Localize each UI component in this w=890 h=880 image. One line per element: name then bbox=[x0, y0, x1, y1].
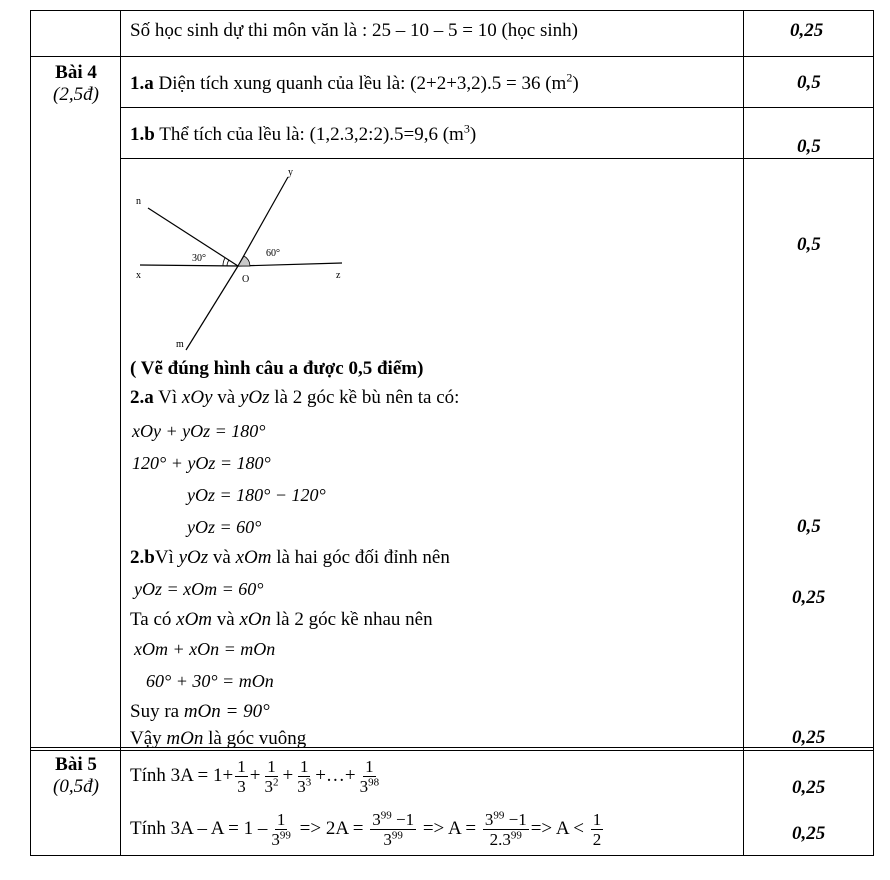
bai4-2a-angle-xoy: xOy bbox=[181, 387, 213, 408]
bai4-2b-intro-1: Vì bbox=[154, 547, 179, 568]
frac-1-3-99: $\frac{1}{3^{99}}$ bbox=[271, 809, 291, 849]
bai4-2b-label: 2.b bbox=[130, 547, 155, 568]
table-border-right bbox=[873, 10, 874, 856]
col-divider-2 bbox=[743, 10, 744, 856]
bai4-2a-angle-yoz: yOz bbox=[239, 387, 270, 408]
bai4-1b-label: 1.b bbox=[130, 124, 155, 145]
bai5-row2-prefix: Tính 3A – A = 1 – bbox=[130, 818, 268, 839]
figure-score: 0,5 bbox=[797, 234, 821, 255]
frac-3-99-minus-1-over-3-99: $\frac{3^{99} -1}{3^{99}}$ bbox=[372, 808, 415, 849]
row0-score: 0,25 bbox=[790, 20, 824, 41]
bai4-2b-vay-text: Vậy bbox=[130, 728, 167, 749]
bai4-1a-text: Diện tích xung quanh của lều là: (2+2+3,2).5 = 36 (m bbox=[153, 73, 567, 94]
angle-60-arc bbox=[238, 256, 250, 266]
bai4-2a-eq4: yOz = 60° bbox=[187, 517, 262, 537]
bai4-2b-eq3: 60° + 30° = mOn bbox=[146, 671, 274, 691]
bai4-2b-angle-xom: xOm bbox=[235, 547, 272, 568]
row-divider-3 bbox=[120, 158, 874, 159]
bai4-2b-angle-xon: xOn bbox=[239, 609, 272, 630]
bai4-2b-taco-2: và bbox=[212, 609, 240, 630]
bai4-2b-angle-xom-2: xOm bbox=[176, 609, 213, 630]
bai4-1a-close: ) bbox=[572, 73, 579, 94]
label-n: n bbox=[136, 196, 141, 207]
bai4-2b-vay-post: là góc vuông bbox=[203, 728, 307, 749]
bai4-2b-intro-2: và bbox=[208, 547, 236, 568]
row-divider-2 bbox=[120, 107, 874, 108]
bai4-2b-score1: 0,25 bbox=[792, 587, 826, 608]
bai4-2a-intro bbox=[130, 387, 459, 409]
bai5-row1-prefix: Tính 3A = 1+ bbox=[130, 765, 234, 786]
bai4-heading bbox=[36, 62, 116, 106]
angle-30-arc bbox=[227, 260, 229, 266]
bai4-1a bbox=[130, 70, 579, 95]
label-O: O bbox=[242, 274, 250, 285]
row-divider-1 bbox=[30, 56, 874, 57]
table-border-left bbox=[30, 10, 31, 856]
bai4-2b-eq2: xOm + xOn = mOn bbox=[134, 639, 276, 659]
frac-1-3-98: $\frac{1}{3^{98}}$ bbox=[359, 756, 380, 796]
label-x: x bbox=[136, 270, 141, 281]
label-60: 60° bbox=[266, 248, 280, 259]
bai4-2b-suyra-eq: mOn = 90° bbox=[183, 701, 270, 722]
row0-text: Số học sinh dự thi môn văn là : 25 – 10 – 5 = 10 (học sinh) bbox=[130, 20, 578, 41]
label-30: 30° bbox=[192, 253, 206, 264]
frac-1-3sq: $\frac{1}{3^2}$ bbox=[264, 756, 279, 796]
frac-3-99-minus-1-over-2-3-99: $\frac{3^{99} -1}{2.3^{99}}$ bbox=[484, 808, 527, 849]
bai4-2b-vay bbox=[130, 728, 306, 750]
bai4-2b-angle-yoz: yOz bbox=[178, 547, 209, 568]
bai4-1b-close: ) bbox=[469, 124, 477, 145]
bai4-2a-score: 0,5 bbox=[797, 516, 821, 537]
bai4-1b-text: Thể tích của lều là: (1,2.3,2:2).5=9,6 (m bbox=[154, 124, 464, 145]
bai4-2b-suyra-text: Suy ra bbox=[130, 701, 184, 722]
bai5-row2: Tính 3A – A = 1 – $\frac{1}{3^{99}}$ => 2A = $\frac{3^{99} -1}{3^{99}}$ => A = $\frac{3^{99} -1}{2.3^{99}}$ => A < $\frac{1}{2}$ bbox=[130, 808, 602, 849]
bai5-row1-score: 0,25 bbox=[792, 777, 826, 798]
bai5-heading bbox=[36, 754, 116, 798]
bai4-2b-taco bbox=[130, 609, 433, 631]
table-border-bottom bbox=[30, 855, 874, 856]
ray-oy bbox=[238, 177, 288, 266]
table-border-top bbox=[30, 10, 874, 11]
bai4-2b-intro bbox=[130, 547, 450, 569]
bai4-1a-score: 0,5 bbox=[797, 72, 821, 93]
frac-1-3: $\frac{1}{3}$ bbox=[237, 756, 246, 796]
bai4-1a-label: 1.a bbox=[130, 73, 154, 94]
col-divider-1 bbox=[120, 10, 121, 856]
bai4-2a-eq3: yOz = 180° − 120° bbox=[187, 485, 326, 505]
bai4-2a-label: 2.a bbox=[130, 387, 154, 408]
frac-1-3cube: $\frac{1}{3^3}$ bbox=[297, 756, 312, 796]
row-divider-bai5b bbox=[30, 750, 874, 751]
angle-30-arc-2 bbox=[223, 258, 225, 266]
bai4-1b bbox=[130, 121, 477, 146]
bai4-2b-suyra bbox=[130, 701, 270, 723]
bai4-2a-intro-2: và bbox=[212, 387, 240, 408]
bai4-2b-score2: 0,25 bbox=[792, 727, 826, 748]
angle-figure bbox=[128, 160, 358, 355]
bai4-1b-exp: 3 bbox=[463, 121, 470, 136]
bai4-2a-eq1: xOy + yOz = 180° bbox=[132, 421, 266, 441]
bai4-2a-eq2: 120° + yOz = 180° bbox=[132, 453, 271, 473]
bai4-2b-intro-3: là hai góc đối đỉnh nên bbox=[271, 547, 450, 568]
frac-1-2: $\frac{1}{2}$ bbox=[592, 809, 602, 849]
label-m: m bbox=[176, 339, 184, 350]
ray-oz bbox=[238, 263, 342, 266]
bai5-points: (0,5đ) bbox=[53, 776, 99, 797]
bai4-2b-vay-angle: mOn bbox=[166, 728, 204, 749]
bai4-1a-exp: 2 bbox=[566, 70, 573, 85]
bai4-2a-intro-1: Vì bbox=[153, 387, 182, 408]
bai4-title: Bài 4 bbox=[55, 62, 97, 83]
ray-om bbox=[186, 266, 238, 350]
bai4-2a-intro-3: là 2 góc kề bù nên ta có: bbox=[269, 387, 460, 408]
bai4-2b-taco-1: Ta có bbox=[130, 609, 177, 630]
bai5-title: Bài 5 bbox=[55, 754, 97, 775]
bai5-row1: Tính 3A = 1+ $\frac{1}{3}$ + $\frac{1}{3^2}$ + $\frac{1}{3^3}$ +…+ $\frac{1}{3^{98}}$ bbox=[130, 756, 380, 796]
bai4-points: (2,5đ) bbox=[53, 84, 99, 105]
label-z: z bbox=[336, 270, 341, 281]
figure-note: ( Vẽ đúng hình câu a được 0,5 điểm) bbox=[130, 358, 424, 379]
bai5-row2-score: 0,25 bbox=[792, 823, 826, 844]
bai4-2b-taco-3: là 2 góc kề nhau nên bbox=[271, 609, 433, 630]
bai4-2b-eq1: yOz = xOm = 60° bbox=[134, 579, 264, 599]
label-y: y bbox=[288, 167, 293, 178]
bai4-1b-score: 0,5 bbox=[797, 136, 821, 157]
